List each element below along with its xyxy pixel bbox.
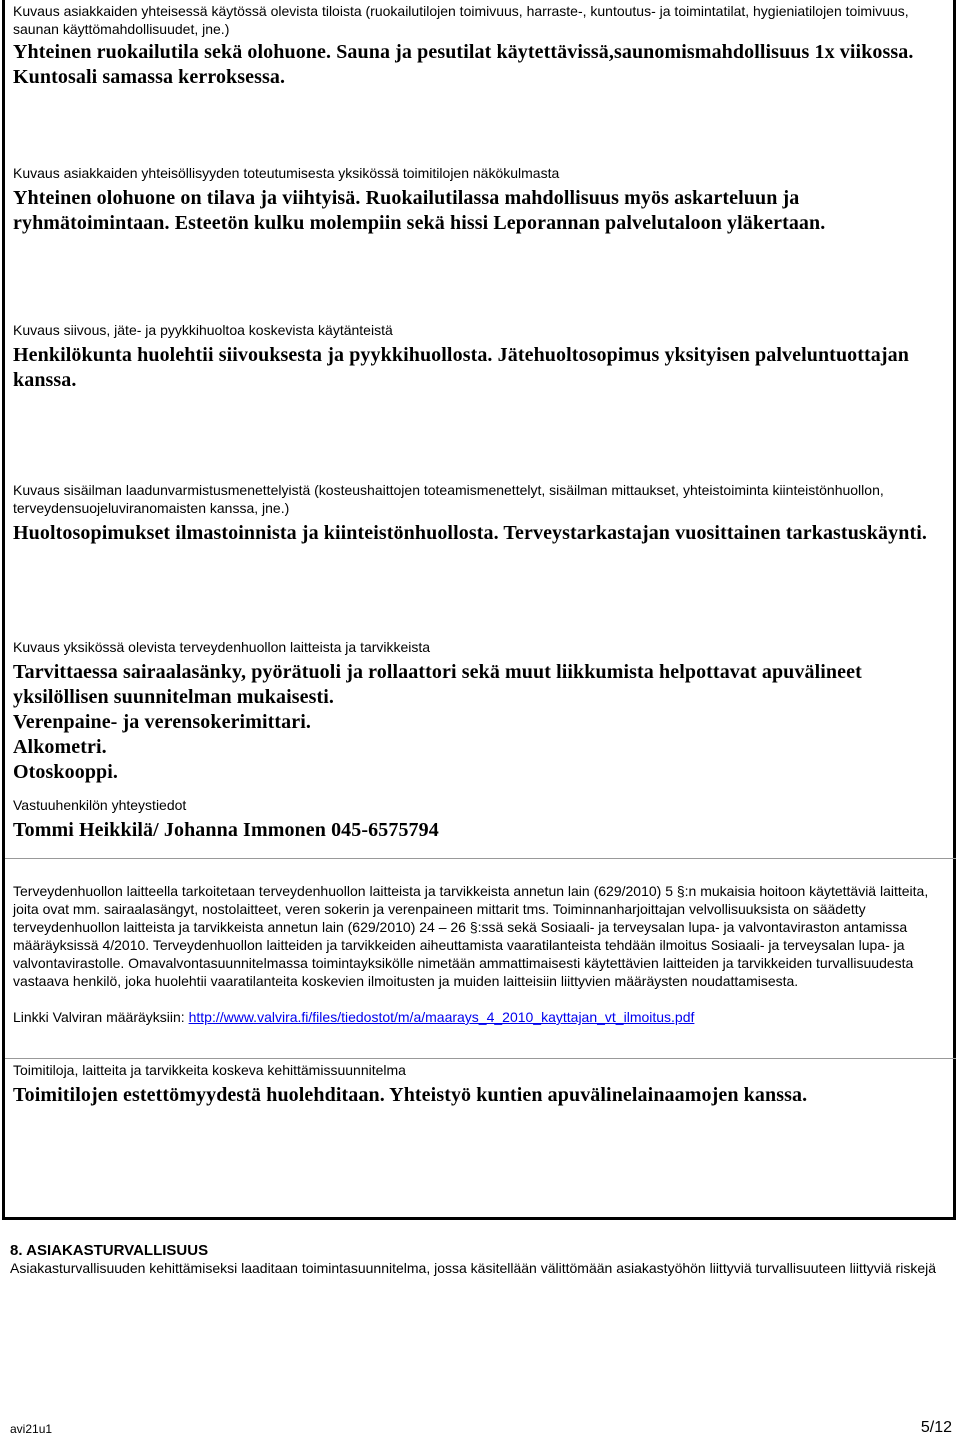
form-frame <box>2 0 956 1220</box>
cleaning-section <box>13 321 953 393</box>
equipment-label: Kuvaus yksikössä olevista terveydenhuollon laitteista ja tarvikkeista <box>13 639 431 655</box>
contact-section <box>13 796 953 843</box>
valvira-link[interactable]: http://www.valvira.fi/files/tiedostot/m/a/maarays_4_2010_kayttajan_vt_ilmoitus.pdf <box>188 1009 695 1025</box>
section-8-text: Asiakasturvallisuuden kehittämiseksi laaditaan toimintasuunnitelma, jossa käsitellään välittömään asiakastyöhön liittyviä turvallisuuteen liittyviä riskejä <box>10 1260 937 1276</box>
community-value: Yhteinen olohuone on tilava ja viihtyisä. Ruokailutilassa mahdollisuus myös askarteluun ja ryhmätoimintaan. Esteetön kulku molempiin sekä hissi Leporannan palvelutaloon yläkertaan. <box>13 187 826 234</box>
info-paragraph: Terveydenhuollon laitteella tarkoitetaan terveydenhuollon laitteista ja tarvikkeista annetun lain (629/2010) 5 §:n mukaisia hoitoon käytettäviä laitteita, joita ovat mm. sairaalasängyt, nostolaitteet, veren sokerin ja verenpaineen mittarit tms. Toiminnanharjoittajan velvollisuuksista on säädetty terveydenhuollon laitteista ja tarvikkeista annetun lain (629/2010) 24 – 26 §:ssä sekä Sosiaali- ja terveysalan lupa- ja valvontaviraston antamissa määräyksissä 4/2010. Terveydenhuollon laitteiden ja tarvikkeiden aiheuttamista vaaratilanteista tehdään ilmoitus Sosiaali- ja terveysalan lupa- ja valvontavirastolle. Omavalvontasuunnitelmassa toimintayksikölle nimetään ammattimaisesti käytettävien laitteiden ja tarvikkeiden turvallisuudesta vastaava henkilö, joka huolehtii vaaratilanteita koskevien ilmoitusten ja muiden laitteisiin liittyvien määräysten noudattamisesta. <box>13 883 929 989</box>
equipment-line: Alkometri. <box>13 736 107 758</box>
equipment-section <box>13 638 953 785</box>
equipment-line: Verenpaine- ja verensokerimittari. <box>13 711 311 733</box>
valvira-link-line <box>13 1008 953 1026</box>
info-section <box>13 882 953 1026</box>
shared-spaces-label: Kuvaus asiakkaiden yhteisessä käytössä olevista tiloista (ruokailutilojen toimivuus, harraste-, kuntoutus- ja toimintatilat, hygieniatilojen toimivuus, saunan käyttömahdollisuudet, jne.) <box>13 3 909 37</box>
valvira-link-prefix: Linkki Valviran määräyksiin: <box>13 1009 189 1025</box>
indoor-air-value: Huoltosopimukset ilmastoinnista ja kiinteistönhuollosta. Terveystarkastajan vuosittainen tarkastuskäynti. <box>13 522 927 544</box>
section-8 <box>10 1242 940 1277</box>
shared-spaces-value: Yhteinen ruokailutila sekä olohuone. Sauna ja pesutilat käytettävissä,saunomismahdollisuus 1x viikossa. Kuntosali samassa kerroksessa. <box>13 41 914 88</box>
footer-page-number: 5/12 <box>920 1419 952 1436</box>
contact-value: Tommi Heikkilä/ Johanna Immonen 045-6575794 <box>13 819 439 841</box>
shared-spaces-section <box>13 2 953 90</box>
cleaning-value: Henkilökunta huolehtii siivouksesta ja pyykkihuollosta. Jätehuoltosopimus yksityisen palveluntuottajan kanssa. <box>13 344 909 391</box>
indoor-air-section <box>13 481 953 546</box>
development-value: Toimitilojen estettömyydestä huolehditaan. Yhteistyö kuntien apuvälinelainaamojen kanssa. <box>13 1084 808 1106</box>
contact-label: Vastuuhenkilön yhteystiedot <box>13 797 187 813</box>
community-section <box>13 164 953 236</box>
development-label: Toimitiloja, laitteita ja tarvikkeita koskeva kehittämissuunnitelma <box>13 1062 406 1078</box>
divider <box>5 1058 956 1059</box>
equipment-line: Tarvittaessa sairaalasänky, pyörätuoli ja rollaattori sekä muut liikkumista helpottavat apuvälineet yksilöllisen suunnitelman mukaisesti. <box>13 661 862 708</box>
development-section <box>13 1061 953 1108</box>
section-8-heading: 8. ASIAKASTURVALLISUUS <box>10 1242 209 1259</box>
equipment-line: Otoskooppi. <box>13 761 119 783</box>
footer-doc-code: avi21u1 <box>10 1422 53 1436</box>
cleaning-label: Kuvaus siivous, jäte- ja pyykkihuoltoa koskevista käytänteistä <box>13 322 393 338</box>
community-label: Kuvaus asiakkaiden yhteisöllisyyden toteutumisesta yksikössä toimitilojen näkökulmasta <box>13 165 560 181</box>
divider <box>5 858 956 859</box>
indoor-air-label: Kuvaus sisäilman laadunvarmistusmenettelyistä (kosteushaittojen toteamismenettelyt, sisäilman mittaukset, yhteistoiminta kiinteistönhuollon, terveydensuojeluviranomaisten kanssa, jne.) <box>13 482 884 516</box>
